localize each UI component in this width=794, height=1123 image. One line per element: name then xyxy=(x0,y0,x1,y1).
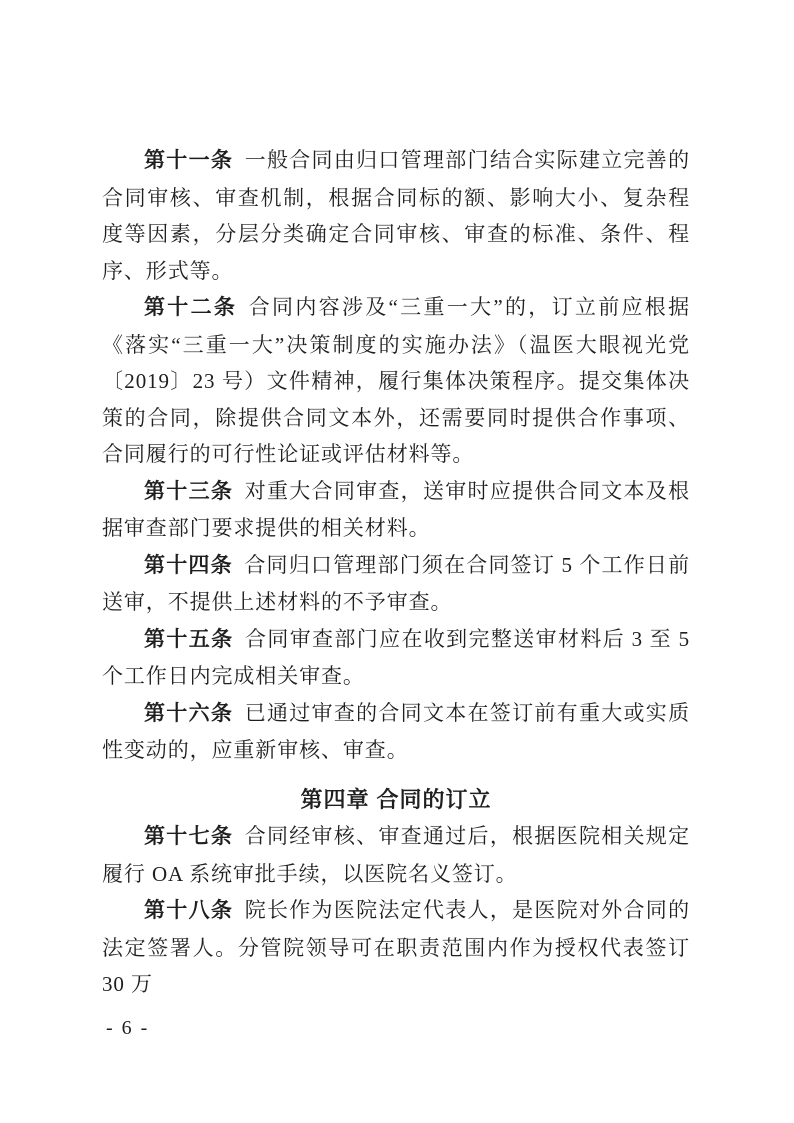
article-number: 第十五条 xyxy=(144,627,234,651)
article-paragraph xyxy=(102,473,690,547)
article-text: 院长作为医院法定代表人，是医院对外合同的法定签署人。分管院领导可在职责范围内作为授权代表签订 30 万 xyxy=(102,898,690,996)
article-number: 第十三条 xyxy=(144,479,234,503)
article-number: 第十二条 xyxy=(144,296,238,319)
article-paragraph xyxy=(102,818,690,892)
article-paragraph xyxy=(102,547,690,621)
article-paragraph xyxy=(102,695,690,769)
article-text: 合同经审核、审查通过后，根据医院相关规定履行 OA 系统审批手续，以医院名义签订。 xyxy=(102,824,690,886)
chapter-heading: 第四章 合同的订立 xyxy=(300,786,492,812)
document-body xyxy=(102,142,690,1003)
article-text: 合同内容涉及“三重一大”的，订立前应根据《落实“三重一大”决策制度的实施办法》（温医大眼视光党〔2019〕23 号）文件精神，履行集体决策程序。提交集体决策的合同，除提供合同文本外，还需要同时提供合作事项、合同履行的可行性论证或评估材料等。 xyxy=(102,295,690,466)
article-text: 已通过审查的合同文本在签订前有重大或实质性变动的，应重新审核、审查。 xyxy=(102,700,690,762)
article-number: 第十六条 xyxy=(144,701,234,725)
article-text: 合同归口管理部门须在合同签订 5 个工作日前送审，不提供上述材料的不予审查。 xyxy=(102,552,690,614)
article-text: 合同审查部门应在收到完整送审材料后 3 至 5 个工作日内完成相关审查。 xyxy=(102,626,691,688)
article-paragraph xyxy=(102,142,690,289)
article-number: 第十八条 xyxy=(144,899,234,922)
article-number: 第十七条 xyxy=(144,825,234,848)
article-paragraph xyxy=(102,621,690,695)
article-number: 第十四条 xyxy=(144,553,233,577)
article-number: 第十一条 xyxy=(144,149,234,172)
article-paragraph xyxy=(102,892,690,1003)
article-text: 一般合同由归口管理部门结合实际建立完善的合同审核、审查机制，根据合同标的额、影响大小、复杂程度等因素，分层分类确定合同审核、审查的标准、条件、程序、形式等。 xyxy=(102,148,690,283)
page-number: - 6 - xyxy=(106,1017,150,1039)
article-text: 对重大合同审查，送审时应提供合同文本及根据审查部门要求提供的相关材料。 xyxy=(102,478,690,540)
article-paragraph xyxy=(102,289,690,473)
